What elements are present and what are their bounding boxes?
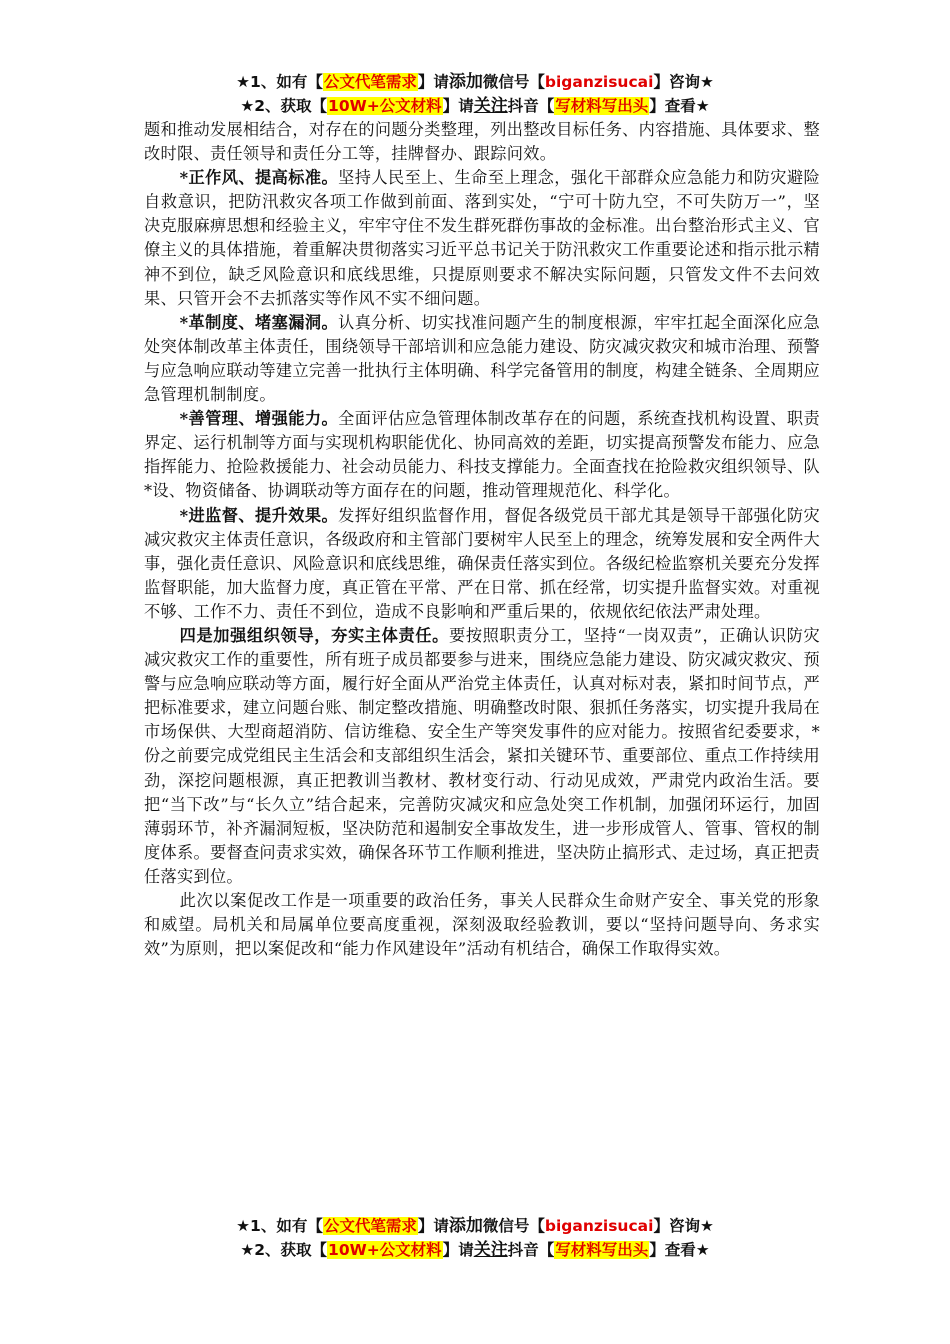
- banner-line-2: [0, 94, 950, 118]
- paragraph-lead: *善管理、增强能力。: [179, 409, 339, 429]
- banner-highlight: 公文代笔需求: [323, 1217, 417, 1235]
- banner-text: 】查看★: [649, 1241, 710, 1259]
- banner-text: 微信号【: [482, 73, 545, 91]
- banner-text: 】请: [417, 73, 449, 91]
- paragraph: [144, 504, 820, 624]
- paragraph-lead: *革制度、堵塞漏洞。: [179, 312, 339, 332]
- paragraph: [144, 889, 820, 961]
- document-body: [144, 118, 820, 961]
- banner-text: 抖音【: [507, 97, 555, 115]
- banner-emphasis: 添加: [448, 72, 483, 92]
- banner-text: ★1、如有【: [236, 1217, 323, 1235]
- paragraph-text: 坚持人民至上、生命至上理念，强化干部群众应急能力和防灾避险自救意识，把防汛救灾各项工作做到前面、落到实处，“宁可十防九空，不可失防万一”，坚决克服麻痹思想和经验主义，牢牢守住不发生群死群伤事故的金标准。出台整治形式主义、官僚主义的具体措施，着重解决贯彻落实习近平总书记关于防汛救灾工作重要论述和指示批示精神不到位，缺乏风险意识和底线思维，只提原则要求不解决实际问题，只管发文件不去问效果、只管开会不去抓落实等作风不实不细问题。: [144, 168, 821, 308]
- banner-text: 】请: [442, 97, 474, 115]
- banner-text: 】查看★: [649, 97, 710, 115]
- bottom-banner: [0, 1214, 950, 1262]
- paragraph: [144, 311, 820, 407]
- banner-text: 】请: [417, 1217, 449, 1235]
- banner-line-2: [0, 1238, 950, 1262]
- banner-text: ★2、获取【: [240, 1241, 328, 1259]
- paragraph-lead: *进监督、提升效果。: [179, 505, 339, 525]
- banner-text: ★1、如有【: [236, 73, 323, 91]
- paragraph: [144, 118, 820, 166]
- wechat-id: biganzisucai: [544, 1217, 654, 1235]
- banner-highlight: 10W+公文材料: [328, 97, 442, 115]
- paragraph-text: 此次以案促改工作是一项重要的政治任务，事关人民群众生命财产安全、事关党的形象和威望。局机关和局属单位要高度重视，深刻汲取经验教训，要以“坚持问题导向、务求实效”为原则，把以案促改和“能力作风建设年”活动有机结合，确保工作取得实效。: [144, 891, 820, 959]
- paragraph: [144, 624, 820, 889]
- paragraph-text: 认真分析、切实找准问题产生的制度根源，牢牢扛起全面深化应急处突体制改革主体责任，围绕领导干部培训和应急能力建设、防灾减灾救灾和城市治理、预警与应急响应联动等建立完善一批执行主体明确、科学完备管用的制度，构建全链条、全周期应急管理机制制度。: [144, 312, 821, 405]
- banner-text: 抖音【: [507, 1241, 555, 1259]
- banner-highlight: 10W+公文材料: [328, 1241, 442, 1259]
- banner-emphasis: 关注: [473, 96, 508, 116]
- paragraph-text: 发挥好组织监督作用，督促各级党员干部尤其是领导干部强化防灾减灾救灾主体责任意识，各级政府和主管部门要树牢人民至上的理念，统筹发展和安全两件大事，强化责任意识、风险意识和底线思维，确保责任落实到位。各级纪检监察机关要充分发挥监督职能，加大监督力度，真正管在平常、严在日常、抓在经常，切实提升监督实效。对重视不够、工作不力、责任不到位，造成不良影响和严重后果的，依规依纪依法严肃处理。: [144, 505, 821, 621]
- banner-line-1: [0, 1214, 950, 1238]
- banner-text: 】咨询★: [653, 73, 714, 91]
- banner-highlight: 公文代笔需求: [323, 73, 417, 91]
- paragraph-lead: *正作风、提高标准。: [179, 168, 339, 188]
- banner-text: ★2、获取【: [240, 97, 328, 115]
- paragraph: [144, 407, 820, 503]
- banner-text: 微信号【: [482, 1217, 545, 1235]
- banner-highlight: 写材料写出头: [555, 1241, 649, 1259]
- banner-emphasis: 关注: [473, 1240, 508, 1260]
- top-banner: [0, 70, 950, 118]
- paragraph-text: 全面评估应急管理体制改革存在的问题，系统查找机构设置、职责界定、运行机制等方面与实现机构职能优化、协同高效的差距，切实提高预警发布能力、应急指挥能力、抢险救援能力、社会动员能力、科技支撑能力。全面查找在抢险救灾组织领导、队*设、物资储备、协调联动等方面存在的问题，推动管理规范化、科学化。: [144, 409, 821, 501]
- paragraph-lead: 四是加强组织领导，夯实主体责任。: [179, 625, 449, 645]
- wechat-id: biganzisucai: [544, 73, 654, 91]
- paragraph-text: 题和推动发展相结合，对存在的问题分类整理，列出整改目标任务、内容措施、具体要求、整改时限、责任领导和责任分工等，挂牌督办、跟踪问效。: [144, 120, 820, 164]
- banner-text: 】请: [442, 1241, 474, 1259]
- banner-highlight: 写材料写出头: [555, 97, 649, 115]
- banner-line-1: [0, 70, 950, 94]
- banner-emphasis: 添加: [448, 1216, 483, 1236]
- paragraph: [144, 166, 820, 311]
- banner-text: 】咨询★: [653, 1217, 714, 1235]
- paragraph-text: 要按照职责分工，坚持“一岗双责”，正确认识防灾减灾救灾工作的重要性，所有班子成员都要参与进来，围绕应急能力建设、防灾减灾救灾、预警与应急响应联动等方面，履行好全面从严治党主体责任，认真对标对表，紧扣时间节点，严把标准要求，建立问题台账、制定整改措施、明确整改时限、狠抓任务落实，切实提升我局在市场保供、大型商超消防、信访维稳、安全生产等突发事件的应对能力。按照省纪委要求，*份之前要完成党组民主生活会和支部组织生活会，紧扣关键环节、重要部位、重点工作持续用劲，深挖问题根源，真正把教训当教材、教材变行动、行动见成效，严肃党内政治生活。要把“当下改”与“长久立”结合起来，完善防灾减灾和应急处突工作机制，加强闭环运行，加固薄弱环节，补齐漏洞短板，坚决防范和遏制安全事故发生，进一步形成管人、管事、管权的制度体系。要督查问责求实效，确保各环节工作顺利推进，坚决防止搞形式、走过场，真正把责任落实到位。: [144, 625, 820, 886]
